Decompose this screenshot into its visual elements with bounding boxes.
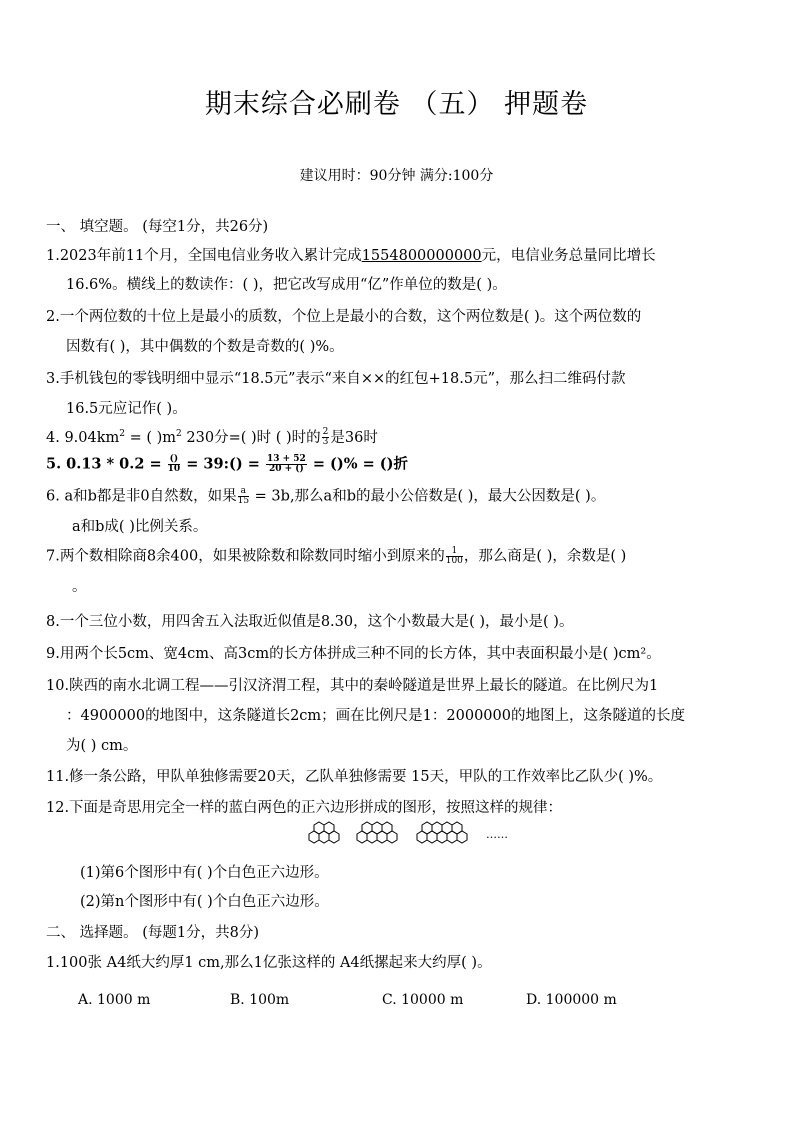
option-c: C. 10000 m [382,992,464,1008]
option-d: D. 100000 m [526,992,617,1008]
option-b: B. 100m [230,992,290,1008]
question-12-part-2: (2)第n个图形中有( )个白色正六边形。 [80,894,329,910]
q5-part-b: = 39:() = [181,455,265,473]
question-10-line2: ：4900000的地图中，这条隧道长2cm；画在比例尺是1：2000000的地图上，这条隧道的长度 [66,708,685,724]
q4-part-b: = ( )m [125,429,177,446]
question-8: 8.一个三位小数，用四舍五入法取近似值是8.30，这个小数最大是( )，最小是( )。 [46,614,574,630]
q5-fraction-2 [266,455,307,474]
q5-fraction-1 [168,455,181,474]
question-10-line3: 为( ) cm。 [66,738,138,754]
q4-fraction-den: 3 [322,437,329,448]
question-2: 2.一个两位数的十位上是最小的质数，个位上是最小的合数，这个两位数是( )。这个两位数的 [46,309,642,325]
question-12: 12.下面是奇思用完全一样的蓝白两色的正六边形拼成的图形，按照这样的规律： [46,800,563,816]
question-9: 9.用两个长5cm、宽4cm、高3cm的长方体拼成三种不同的长方体，其中表面积最小是( )cm²。 [46,646,661,662]
option-a: A. 1000 m [78,992,151,1008]
q6-text-post: = 3b,那么a和b的最小公倍数是( )，最大公因数是( )。 [250,488,606,505]
q4-sup2: 2 [176,429,182,439]
s2-question-1: 1.100张 A4纸大约厚1 cm,那么1亿张这样的 A4纸摞起来大约厚( )。 [46,955,492,971]
q4-fraction [322,428,330,447]
q7-fraction-den: 100 [445,556,463,566]
hexagon-ellipsis: …… [486,828,508,841]
q6-fraction [238,487,249,506]
question-6 [46,487,605,506]
hexagon-pattern-svg [306,820,506,850]
question-7-line2: 。 [72,579,87,595]
section-2-header: 二、 选择题。 (每题1分，共8分) [46,925,259,941]
q4-part-a: 4. 9.04km [46,429,120,446]
q5-part-c: = ()% = ()折 [307,455,409,473]
q5-f1-den: 10 [167,464,181,474]
q6-fraction-num: a [238,487,249,497]
question-2-line2: 因数有( )，其中偶数的个数是奇数的( )%。 [66,339,344,355]
question-12-part-1: (1)第6个图形中有( )个白色正六边形。 [80,865,329,881]
question-11: 11.修一条公路，甲队单独修需要20天，乙队单独修需要 15天，甲队的工作效率比乙队少( )%。 [46,769,663,785]
q4-part-c: 230分=( )时 ( )时的 [181,429,321,446]
question-7 [46,547,626,566]
q4-part-d: 是36时 [330,429,378,446]
hexagon-pattern-figures [306,820,506,850]
page-title: 期末综合必刷卷 （五） 押题卷 [204,89,589,120]
hexagon-figure-3 [417,822,467,843]
question-1-line2: 16.6%。横线上的数读作：( )，把它改写成用“亿”作单位的数是( )。 [66,277,507,293]
q1-underlined-number: 1554800000000 [361,248,482,264]
q5-f2-den: 20 + () [268,464,304,474]
page-subtitle: 建议用时：90分钟 满分:100分 [299,168,494,184]
question-6-line2: a和b成( )比例关系。 [72,519,208,535]
q7-fraction-num: 1 [446,547,463,557]
q7-fraction [446,547,463,566]
q1-text-post: 元，电信业务总量同比增长 [481,248,656,264]
q6-text-pre: 6. a和b都是非0自然数，如果 [46,488,237,505]
question-4 [46,425,378,447]
q7-text-pre: 7.两个数相除商8余400，如果被除数和除数同时缩小到原来的 [46,548,445,565]
q4-fraction-num: 2 [322,427,329,438]
q6-fraction-den: 15 [237,496,250,506]
question-3-line2: 16.5元应记作( )。 [66,401,187,417]
q7-text-post: ，那么商是( )，余数是( ) [463,548,627,565]
q4-sup: 2 [119,429,125,439]
q1-text-pre: 1.2023年前11个月，全国电信业务收入累计完成 [46,248,362,264]
q5-part-a: 5. 0.13 * 0.2 = [46,455,167,473]
question-10: 10.陕西的南水北调工程——引汉济渭工程，其中的秦岭隧道是世界上最长的隧道。在比例尺为1 [46,678,659,694]
question-3: 3.手机钱包的零钱明细中显示“18.5元”表示“来自××的红包+18.5元”，那么扫二维码付款 [46,371,626,387]
question-1 [46,247,656,265]
q5-f1-num: () [169,454,179,464]
question-5 [46,455,408,474]
section-1-header: 一、 填空题。 (每空1分，共26分) [46,219,269,235]
hexagon-figure-2 [357,822,397,843]
hexagon-figure-1 [309,822,339,849]
q5-f2-num: 13 + 52 [266,454,306,464]
